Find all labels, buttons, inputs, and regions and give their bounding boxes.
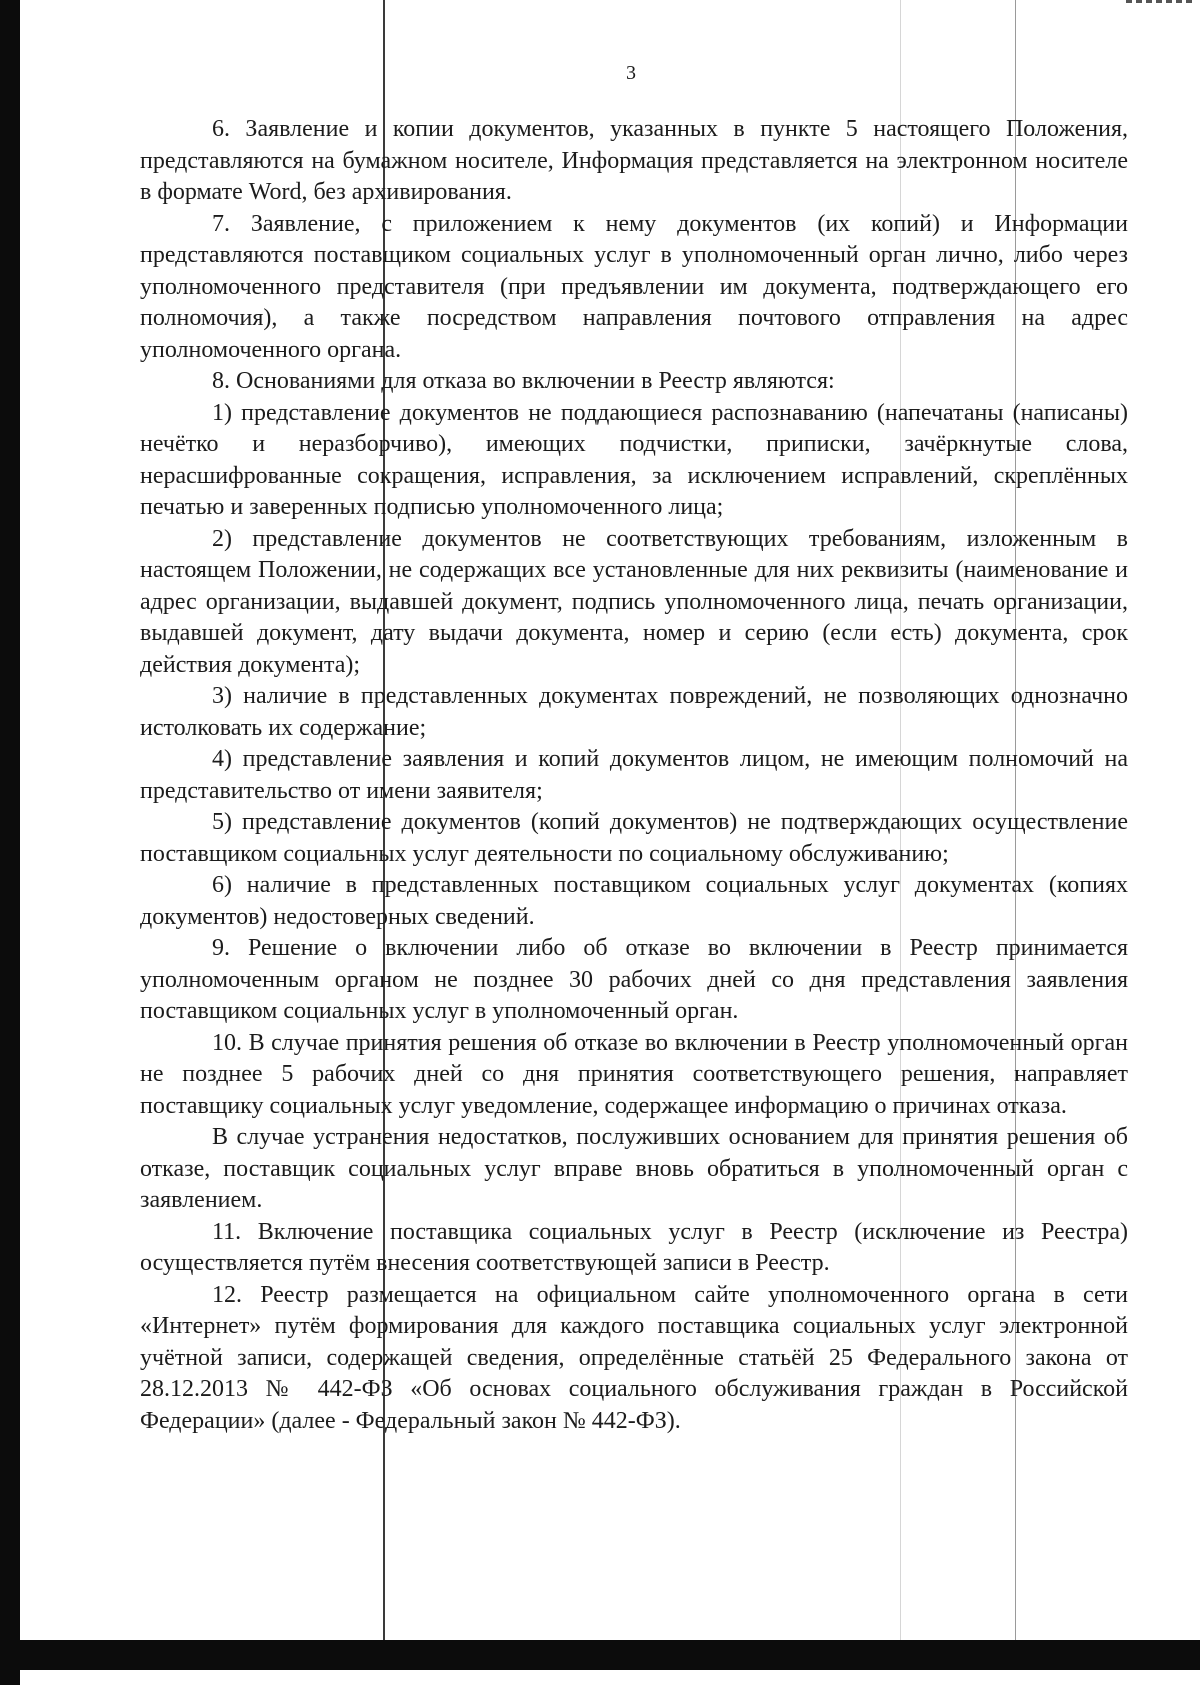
- paragraph-8: 8. Основаниями для отказа во включении в Реестр являются:: [212, 368, 835, 394]
- paragraph-7: 7. Заявление, с приложением к нему документов (их копий) и Информации представляются поставщиком социальных услуг в уполномоченный орган лично, либо через уполномоченного представителя (при предъявлении им документа, подтверждающего его полномочия), а также посредством направления почтового отправления на адрес уполномоченного органа.: [140, 210, 1128, 363]
- paragraph-6: 6. Заявление и копии документов, указанных в пункте 5 настоящего Положения, представляются на бумажном носителе, Информация представляется на электронном носителе в формате Word, без архивирования.: [140, 116, 1128, 205]
- document-body: [140, 114, 1128, 1437]
- paragraph-10: 10. В случае принятия решения об отказе во включении в Реестр уполномоченный орган не позднее 5 рабочих дней со дня принятия соответствующего решения, направляет поставщику социальных услуг уведомление, содержащее информацию о причинах отказа.: [140, 1029, 1128, 1119]
- paragraph-8-item-4: 4) представление заявления и копий документов лицом, не имеющим полномочий на представительство от имени заявителя;: [140, 746, 1128, 804]
- paragraph-8-item-1: 1) представление документов не поддающиеся распознаванию (напечатаны (написаны) нечётко и неразборчиво), имеющих подчистки, приписки, зачёркнутые слова, нерасшифрованные сокращения, исправления, за исключением исправлений, скреплённых печатью и заверенных подписью уполномоченного лица;: [140, 399, 1128, 520]
- scan-border-bottom: [20, 1640, 1200, 1670]
- scan-corner-mark: [1126, 0, 1196, 3]
- paragraph-8-item-3: 3) наличие в представленных документах повреждений, не позволяющих однозначно истолковать их содержание;: [140, 683, 1128, 741]
- scan-border-left: [0, 0, 20, 1685]
- page-number: 3: [626, 62, 636, 84]
- paragraph-10-continued: В случае устранения недостатков, послуживших основанием для принятия решения об отказе, поставщик социальных услуг вправе вновь обратиться в уполномоченный орган с заявлением.: [140, 1124, 1128, 1213]
- paragraph-8-item-2: 2) представление документов не соответствующих требованиям, изложенным в настоящем Положении, не содержащих все установленные для них реквизиты (наименование и адрес организации, выдавшей документ, подпись уполномоченного лица, печать организации, выдавшей документ, дату выдачи документа, номер и серию (если есть) документа, срок действия документа);: [140, 525, 1128, 678]
- paragraph-9: 9. Решение о включении либо об отказе во включении в Реестр принимается уполномоченным органом не позднее 30 рабочих дней со дня представления заявления поставщиком социальных услуг в уполномоченный орган.: [140, 935, 1128, 1024]
- paragraph-8-item-5: 5) представление документов (копий документов) не подтверждающих осуществление поставщиком социальных услуг деятельности по социальному обслуживанию;: [140, 809, 1128, 867]
- paragraph-12: 12. Реестр размещается на официальном сайте уполномоченного органа в сети «Интернет» путём формирования для каждого поставщика социальных услуг электронной учётной записи, содержащей сведения, определённые статьёй 25 Федерального закона от 28.12.2013 № 442-ФЗ «Об основах социального обслуживания граждан в Российской Федерации» (далее - Федеральный закон № 442-ФЗ).: [140, 1281, 1128, 1434]
- paragraph-8-item-6: 6) наличие в представленных поставщиком социальных услуг документах (копиях документов) недостоверных сведений.: [140, 872, 1128, 930]
- paragraph-11: 11. Включение поставщика социальных услуг в Реестр (исключение из Реестра) осуществляется путём внесения соответствующей записи в Реестр.: [140, 1218, 1128, 1276]
